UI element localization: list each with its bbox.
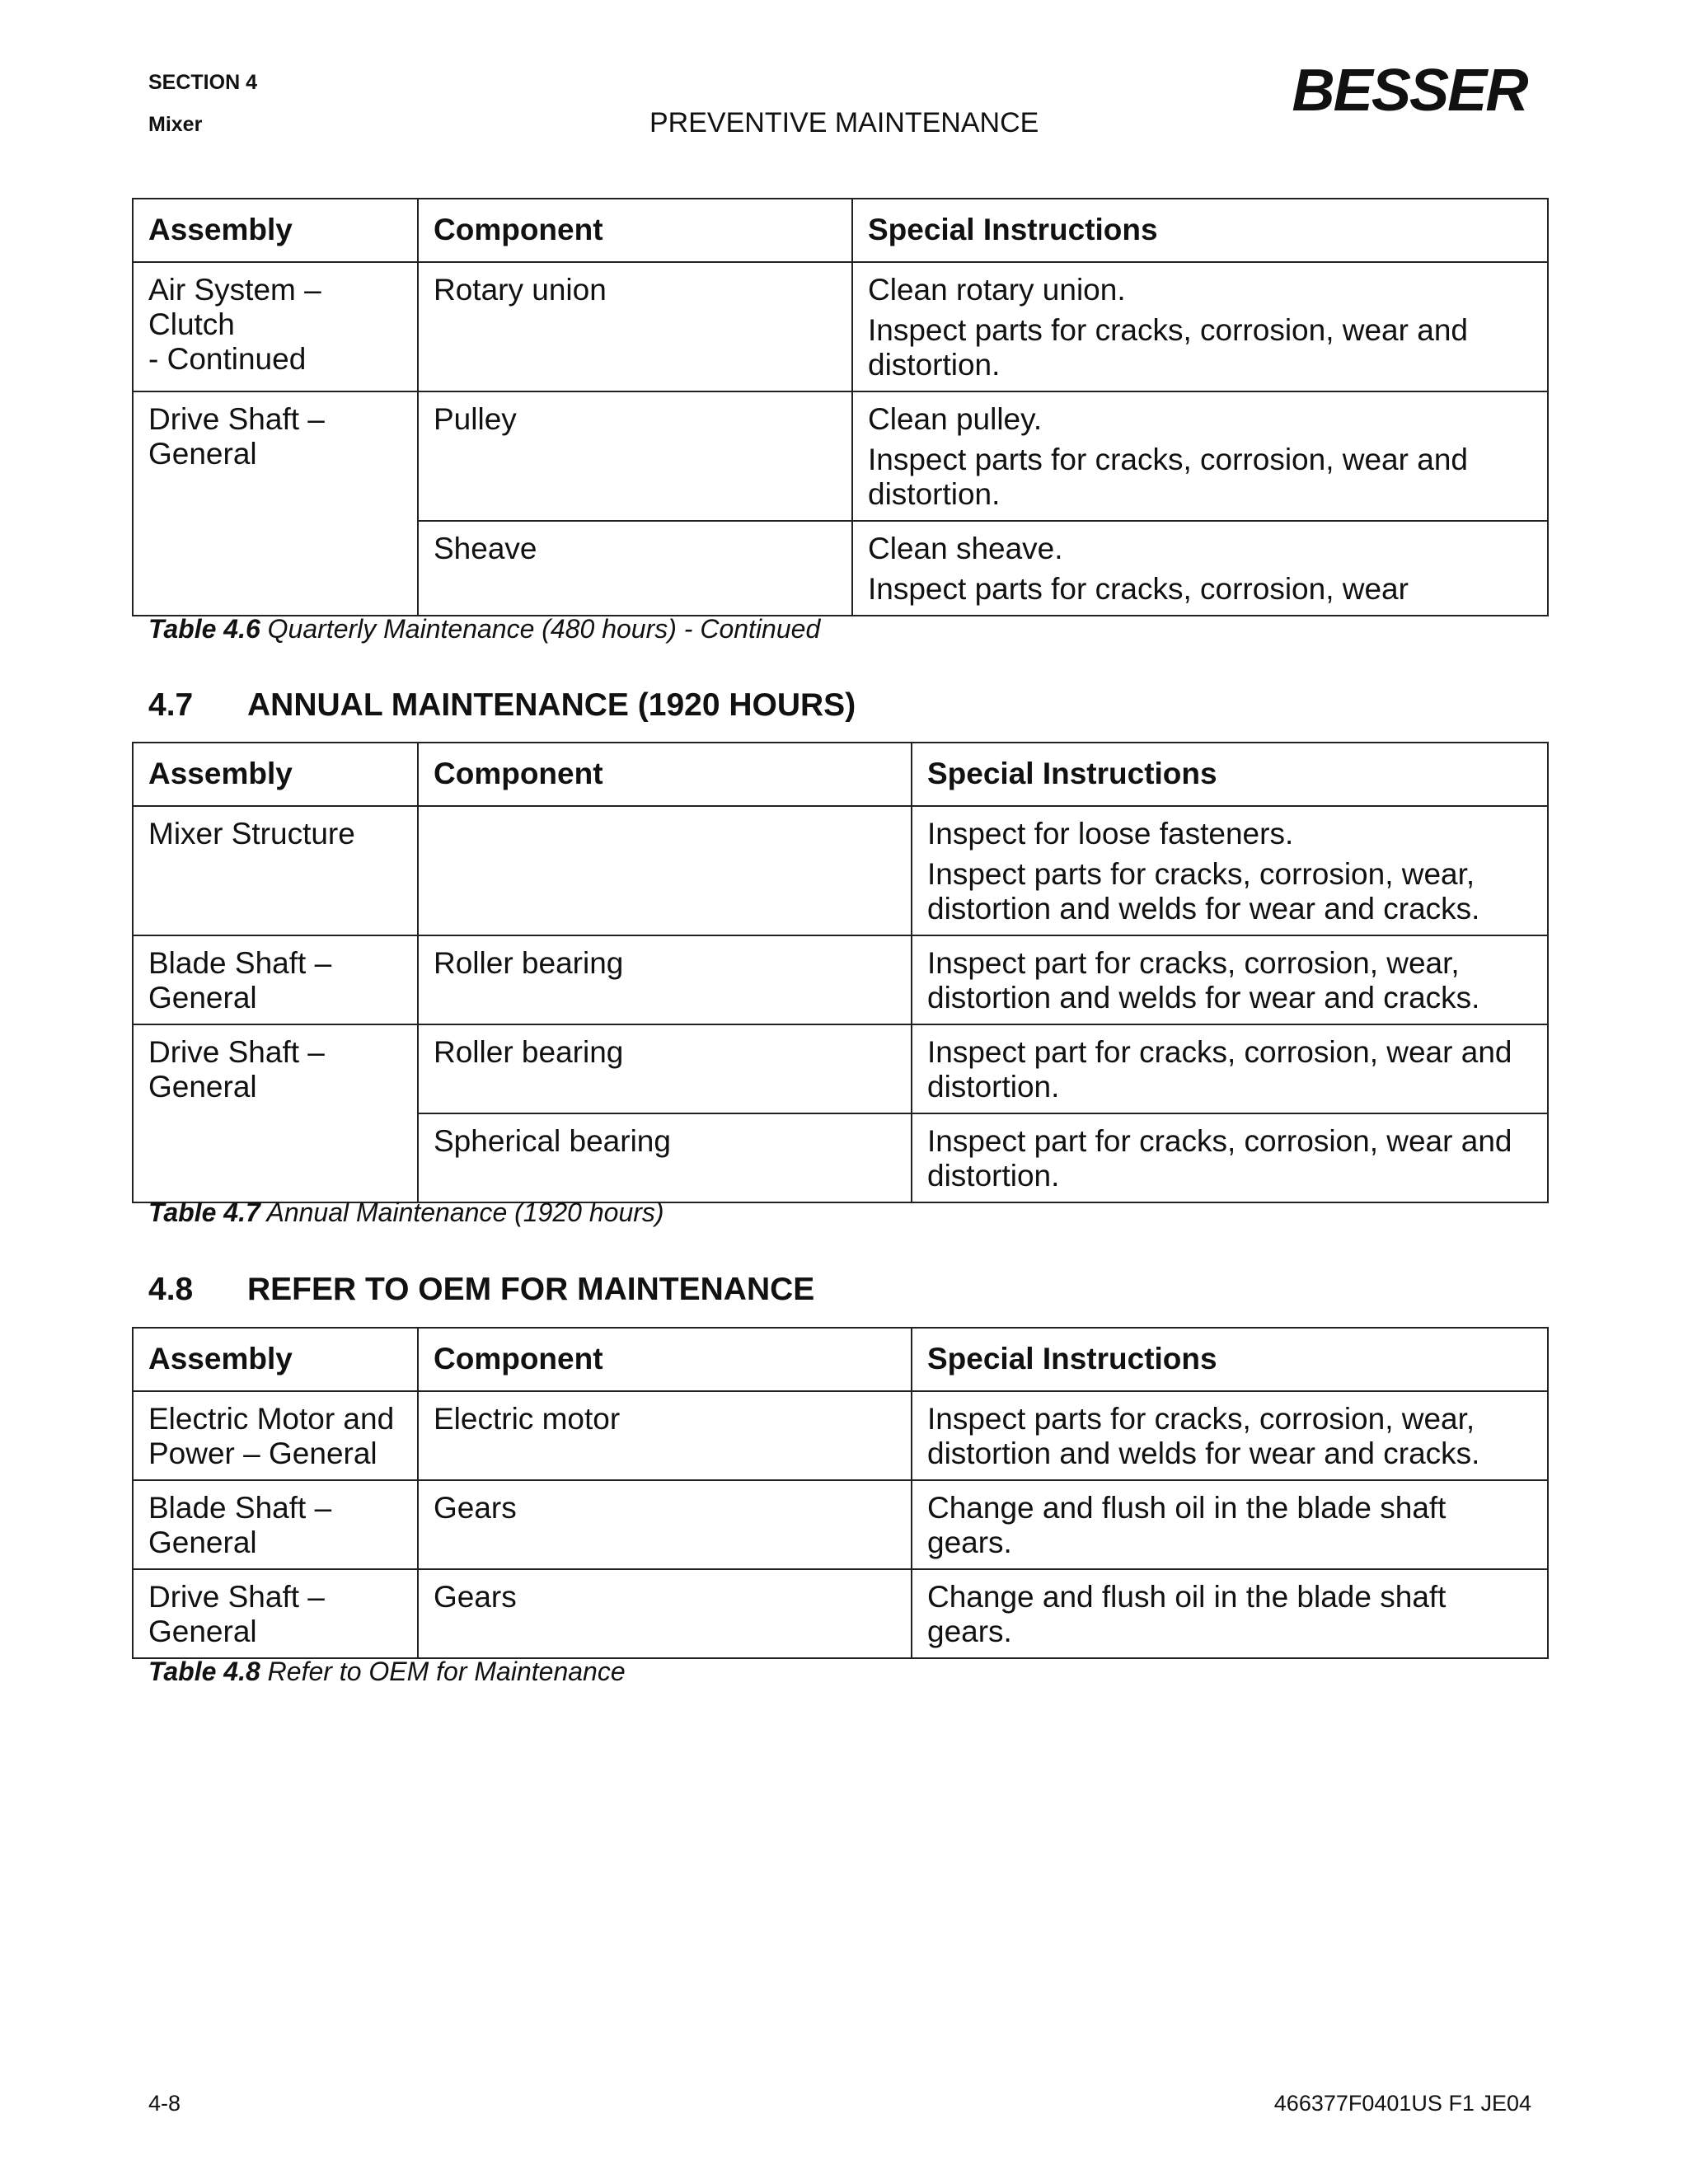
component-cell: Electric motor: [418, 1391, 912, 1480]
component-cell: Pulley: [418, 391, 852, 521]
component-cell: Roller bearing: [418, 1024, 912, 1113]
table-4-7-caption: Table 4.7 Annual Maintenance (1920 hours): [148, 1197, 664, 1227]
section-4-7-heading: 4.7 ANNUAL MAINTENANCE (1920 HOURS): [148, 687, 856, 723]
assembly-cell: Drive Shaft – General: [133, 1024, 418, 1202]
subsection-label: Mixer: [148, 113, 203, 136]
table-row: [133, 391, 1548, 521]
table-row: [133, 1391, 1548, 1480]
assembly-cell: Mixer Structure: [133, 806, 418, 935]
instructions-cell: Inspect part for cracks, corrosion, wear, distortion and welds for wear and cracks.: [912, 935, 1548, 1024]
component-cell: Gears: [418, 1569, 912, 1658]
assembly-cell: Drive Shaft – General: [133, 1569, 418, 1658]
instructions-cell: Inspect for loose fasteners. Inspect parts for cracks, corrosion, wear, distortion and welds for wear and cracks.: [912, 806, 1548, 935]
table-row: [133, 806, 1548, 935]
component-cell: [418, 806, 912, 935]
table-4-7: [132, 742, 1549, 1203]
col-assembly: Assembly: [133, 199, 418, 262]
instructions-cell: Inspect parts for cracks, corrosion, wear, distortion and welds for wear and cracks.: [912, 1391, 1548, 1480]
page-number: 4-8: [148, 2091, 181, 2116]
component-cell: Gears: [418, 1480, 912, 1569]
assembly-cell: Electric Motor and Power – General: [133, 1391, 418, 1480]
instructions-cell: Clean sheave. Inspect parts for cracks, corrosion, wear: [852, 521, 1548, 616]
instructions-cell: Clean pulley. Inspect parts for cracks, corrosion, wear and distortion.: [852, 391, 1548, 521]
assembly-cell: Air System – Clutch - Continued: [133, 262, 418, 391]
svg-text:BESSER: BESSER: [1292, 63, 1529, 119]
table-row: [133, 935, 1548, 1024]
instructions-cell: Inspect part for cracks, corrosion, wear and distortion.: [912, 1024, 1548, 1113]
besser-logo: [1290, 63, 1529, 119]
component-cell: Spherical bearing: [418, 1113, 912, 1202]
assembly-cell: Blade Shaft – General: [133, 935, 418, 1024]
col-component: Component: [418, 199, 852, 262]
instructions-cell: Clean rotary union. Inspect parts for cracks, corrosion, wear and distortion.: [852, 262, 1548, 391]
table-row: [133, 1569, 1548, 1658]
component-cell: Rotary union: [418, 262, 852, 391]
assembly-cell: Blade Shaft – General: [133, 1480, 418, 1569]
section-label: SECTION 4: [148, 71, 257, 94]
col-assembly: Assembly: [133, 743, 418, 806]
section-4-8-heading: 4.8 REFER TO OEM FOR MAINTENANCE: [148, 1272, 815, 1307]
table-header-row: [133, 199, 1548, 262]
assembly-cell: Drive Shaft – General: [133, 391, 418, 616]
col-assembly: Assembly: [133, 1328, 418, 1391]
instructions-cell: Inspect part for cracks, corrosion, wear and distortion.: [912, 1113, 1548, 1202]
table-row: [133, 1480, 1548, 1569]
instructions-cell: Change and flush oil in the blade shaft gears.: [912, 1569, 1548, 1658]
table-4-8: [132, 1327, 1549, 1659]
col-component: Component: [418, 743, 912, 806]
table-4-6: [132, 198, 1549, 616]
table-4-6-caption: Table 4.6 Quarterly Maintenance (480 hours) - Continued: [148, 614, 821, 644]
table-4-8-caption: Table 4.8 Refer to OEM for Maintenance: [148, 1657, 626, 1686]
table-row: [133, 1024, 1548, 1113]
instructions-cell: Change and flush oil in the blade shaft gears.: [912, 1480, 1548, 1569]
col-component: Component: [418, 1328, 912, 1391]
table-row: [133, 262, 1548, 391]
component-cell: Sheave: [418, 521, 852, 616]
col-special-instructions: Special Instructions: [852, 199, 1548, 262]
col-special-instructions: Special Instructions: [912, 743, 1548, 806]
page-title: PREVENTIVE MAINTENANCE: [649, 107, 1039, 138]
table-header-row: [133, 1328, 1548, 1391]
document-id: 466377F0401US F1 JE04: [1273, 2091, 1531, 2116]
table-header-row: [133, 743, 1548, 806]
col-special-instructions: Special Instructions: [912, 1328, 1548, 1391]
component-cell: Roller bearing: [418, 935, 912, 1024]
